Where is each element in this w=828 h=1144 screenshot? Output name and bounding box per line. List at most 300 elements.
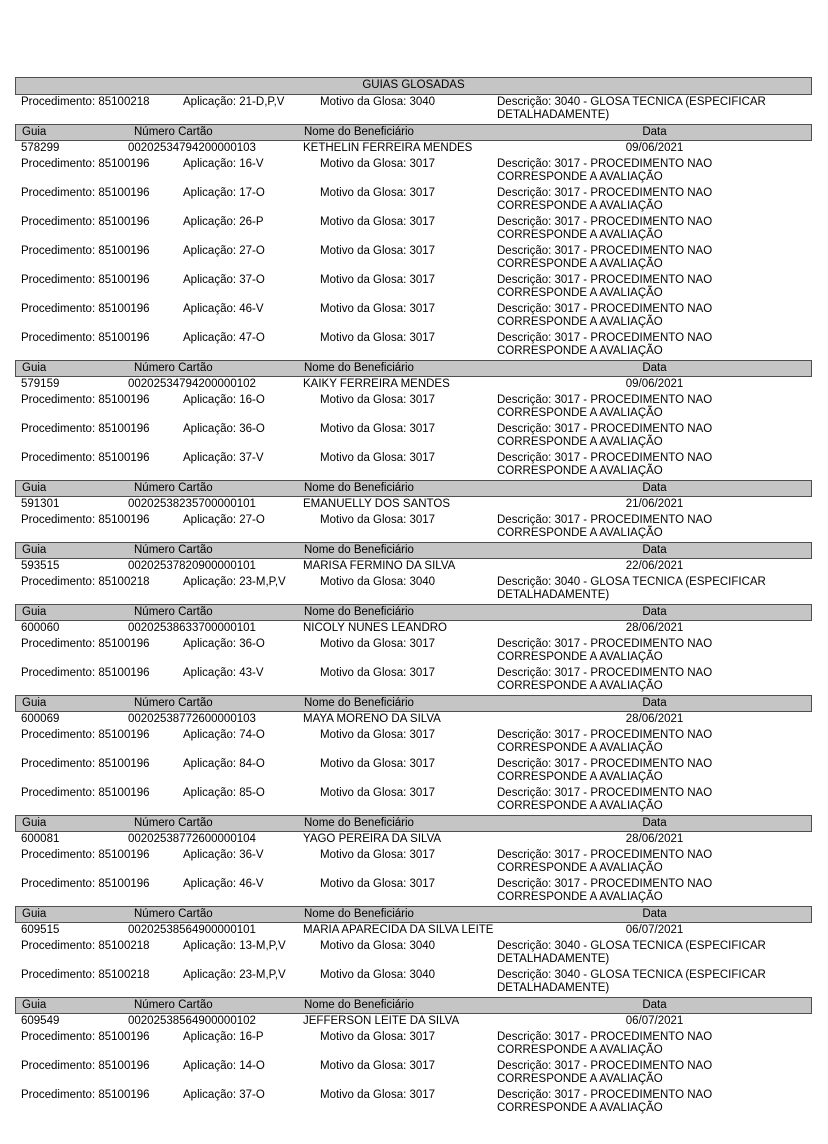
application-label: Aplicação: bbox=[183, 878, 237, 890]
application bbox=[183, 394, 320, 420]
application-label: Aplicação: bbox=[183, 638, 237, 650]
procedure-row bbox=[15, 939, 812, 968]
glosa-description-value: 3017 - PROCEDIMENTO NÃO CORRESPONDE A AVALIAÇÃO bbox=[497, 216, 713, 241]
glosa-reason-value: 3017 bbox=[409, 1031, 436, 1043]
application-value: 17-O bbox=[239, 187, 265, 199]
glosa-description bbox=[497, 849, 812, 875]
application-value: 13-M,P,V bbox=[239, 940, 286, 952]
column-header-date: Data bbox=[642, 817, 667, 829]
procedure-row bbox=[15, 186, 812, 215]
glosa-reason-value: 3017 bbox=[409, 787, 436, 799]
glosa-reason bbox=[320, 878, 497, 904]
glosa-description-label: Descrição: bbox=[497, 849, 552, 861]
column-header-name: Nome do Beneficiário bbox=[304, 482, 414, 494]
glosa-description bbox=[497, 332, 812, 358]
application bbox=[183, 1060, 320, 1086]
beneficiary-name: MAYA MORENO DA SILVA bbox=[303, 713, 441, 725]
guia-number: 600081 bbox=[21, 833, 60, 845]
guia-row bbox=[15, 621, 812, 637]
column-header-card: Número Cartão bbox=[134, 126, 213, 138]
application bbox=[183, 514, 320, 540]
glosa-reason-value: 3017 bbox=[409, 452, 436, 464]
procedure-row bbox=[15, 451, 812, 480]
glosa-reason-label: Motivo da Glosa: bbox=[320, 514, 407, 526]
glosa-reason-label: Motivo da Glosa: bbox=[320, 940, 407, 952]
application bbox=[183, 187, 320, 213]
glosa-reason-label: Motivo da Glosa: bbox=[320, 245, 407, 257]
application bbox=[183, 638, 320, 664]
glosa-description bbox=[497, 758, 812, 784]
glosa-reason-value: 3040 bbox=[409, 940, 436, 952]
procedure-label: Procedimento: bbox=[21, 187, 96, 199]
section-header-row bbox=[15, 542, 812, 559]
application-label: Aplicação: bbox=[183, 758, 237, 770]
application bbox=[183, 423, 320, 449]
glosa-reason-label: Motivo da Glosa: bbox=[320, 576, 407, 588]
glosa-description bbox=[497, 1060, 812, 1086]
beneficiary-name: YAGO PEREIRA DA SILVA bbox=[303, 833, 442, 845]
procedure-value: 85100196 bbox=[98, 1031, 150, 1043]
procedure bbox=[15, 303, 183, 329]
glosa-description bbox=[497, 452, 812, 478]
procedure-label: Procedimento: bbox=[21, 1031, 96, 1043]
glosa-description-label: Descrição: bbox=[497, 514, 552, 526]
section-header-row bbox=[15, 360, 812, 377]
application-value: 37-O bbox=[239, 274, 265, 286]
application-label: Aplicação: bbox=[183, 1060, 237, 1072]
glosa-reason-value: 3017 bbox=[409, 303, 436, 315]
application bbox=[183, 940, 320, 966]
procedure-label: Procedimento: bbox=[21, 274, 96, 286]
procedure bbox=[15, 332, 183, 358]
application-label: Aplicação: bbox=[183, 849, 237, 861]
glosa-reason bbox=[320, 158, 497, 184]
procedure-label: Procedimento: bbox=[21, 394, 96, 406]
guia-date: 21/06/2021 bbox=[625, 498, 684, 510]
glosa-description-label: Descrição: bbox=[497, 216, 552, 228]
glosa-description-value: 3017 - PROCEDIMENTO NÃO CORRESPONDE A AVALIAÇÃO bbox=[497, 187, 713, 212]
procedure-row bbox=[15, 1030, 812, 1059]
procedure-row bbox=[15, 273, 812, 302]
guia-row bbox=[15, 832, 812, 848]
procedure-label: Procedimento: bbox=[21, 1060, 96, 1072]
application-label: Aplicação: bbox=[183, 787, 237, 799]
procedure-label: Procedimento: bbox=[21, 758, 96, 770]
procedure bbox=[15, 158, 183, 184]
application-value: 47-O bbox=[239, 332, 265, 344]
glosa-reason-value: 3017 bbox=[409, 1089, 436, 1101]
glosa-reason-label: Motivo da Glosa: bbox=[320, 452, 407, 464]
glosa-reason-label: Motivo da Glosa: bbox=[320, 1060, 407, 1072]
application-value: 14-O bbox=[239, 1060, 265, 1072]
procedure-label: Procedimento: bbox=[21, 514, 96, 526]
guia-date: 06/07/2021 bbox=[625, 1015, 684, 1027]
application-value: 46-V bbox=[239, 878, 264, 890]
procedure-value: 85100196 bbox=[98, 758, 150, 770]
glosa-description-label: Descrição: bbox=[497, 452, 552, 464]
glosa-reason bbox=[320, 729, 497, 755]
procedure-value: 85100196 bbox=[98, 187, 150, 199]
procedure bbox=[15, 758, 183, 784]
glosa-description-label: Descrição: bbox=[497, 969, 552, 981]
column-header-date: Data bbox=[642, 544, 667, 556]
procedure-row bbox=[15, 968, 812, 997]
glosa-description-label: Descrição: bbox=[497, 667, 552, 679]
glosa-description-value: 3040 - GLOSA TECNICA (ESPECIFICAR DETALHADAMENTE) bbox=[497, 940, 766, 965]
application-label: Aplicação: bbox=[183, 940, 237, 952]
section-header-row bbox=[15, 604, 812, 621]
application-label: Aplicação: bbox=[183, 1031, 237, 1043]
glosa-description-value: 3017 - PROCEDIMENTO NÃO CORRESPONDE A AVALIAÇÃO bbox=[497, 245, 713, 270]
glosa-description bbox=[497, 158, 812, 184]
procedure-value: 85100218 bbox=[98, 969, 150, 981]
application-value: 37-V bbox=[239, 452, 264, 464]
beneficiary-name: JEFFERSON LEITE DA SILVA bbox=[303, 1015, 460, 1027]
glosa-description-label: Descrição: bbox=[497, 423, 552, 435]
application-value: 37-O bbox=[239, 1089, 265, 1101]
procedure bbox=[15, 1089, 183, 1115]
column-header-date: Data bbox=[642, 482, 667, 494]
glosa-reason-label: Motivo da Glosa: bbox=[320, 667, 407, 679]
glosa-description-label: Descrição: bbox=[497, 787, 552, 799]
section-header-row bbox=[15, 480, 812, 497]
procedure-value: 85100196 bbox=[98, 729, 150, 741]
glosa-reason bbox=[320, 1031, 497, 1057]
procedure bbox=[15, 576, 183, 602]
guia-date: 28/06/2021 bbox=[625, 833, 684, 845]
application-label: Aplicação: bbox=[183, 452, 237, 464]
procedure bbox=[15, 514, 183, 540]
application-value: 27-O bbox=[239, 514, 265, 526]
procedure bbox=[15, 787, 183, 813]
glosa-description-label: Descrição: bbox=[497, 96, 552, 108]
procedure-value: 85100218 bbox=[98, 96, 150, 108]
procedure-row bbox=[15, 728, 812, 757]
glosa-description-value: 3017 - PROCEDIMENTO NÃO CORRESPONDE A AVALIAÇÃO bbox=[497, 394, 713, 419]
glosa-description-label: Descrição: bbox=[497, 245, 552, 257]
application-label: Aplicação: bbox=[183, 576, 237, 588]
glosa-description bbox=[497, 187, 812, 213]
procedure bbox=[15, 274, 183, 300]
procedure-value: 85100196 bbox=[98, 245, 150, 257]
card-number: 00202538772600000103 bbox=[128, 713, 256, 725]
application bbox=[183, 96, 320, 122]
procedure-label: Procedimento: bbox=[21, 216, 96, 228]
procedure-row bbox=[15, 331, 812, 360]
procedure bbox=[15, 1060, 183, 1086]
guia-number: 579159 bbox=[21, 378, 60, 390]
application-value: 74-O bbox=[239, 729, 265, 741]
glosa-reason-value: 3017 bbox=[409, 878, 436, 890]
application bbox=[183, 1031, 320, 1057]
glosa-description-label: Descrição: bbox=[497, 1089, 552, 1101]
procedure-row bbox=[15, 848, 812, 877]
glosa-reason bbox=[320, 216, 497, 242]
guia-number: 609549 bbox=[21, 1015, 60, 1027]
guia-date: 09/06/2021 bbox=[625, 142, 684, 154]
column-header-guia: Guia bbox=[22, 606, 47, 618]
glosa-reason-label: Motivo da Glosa: bbox=[320, 274, 407, 286]
procedure-label: Procedimento: bbox=[21, 576, 96, 588]
glosa-description-value: 3017 - PROCEDIMENTO NÃO CORRESPONDE A AVALIAÇÃO bbox=[497, 638, 713, 663]
glosa-description bbox=[497, 96, 812, 122]
glosa-reason bbox=[320, 332, 497, 358]
column-header-guia: Guia bbox=[22, 482, 47, 494]
column-header-date: Data bbox=[642, 606, 667, 618]
application-value: 16-P bbox=[239, 1031, 264, 1043]
card-number: 00202538633700000101 bbox=[128, 622, 256, 634]
section-header-row bbox=[15, 815, 812, 832]
procedure-row bbox=[15, 757, 812, 786]
application-value: 27-O bbox=[239, 245, 265, 257]
glosa-reason bbox=[320, 423, 497, 449]
glosa-description bbox=[497, 1031, 812, 1057]
procedure-value: 85100196 bbox=[98, 787, 150, 799]
glosa-reason bbox=[320, 1089, 497, 1115]
procedure-value: 85100196 bbox=[98, 667, 150, 679]
procedure-row bbox=[15, 786, 812, 815]
glosa-description bbox=[497, 245, 812, 271]
application-value: 84-O bbox=[239, 758, 265, 770]
glosa-description-label: Descrição: bbox=[497, 1060, 552, 1072]
column-header-date: Data bbox=[642, 999, 667, 1011]
procedure-label: Procedimento: bbox=[21, 849, 96, 861]
application-value: 36-V bbox=[239, 849, 264, 861]
procedure-label: Procedimento: bbox=[21, 303, 96, 315]
procedure bbox=[15, 394, 183, 420]
application-label: Aplicação: bbox=[183, 274, 237, 286]
glosa-description bbox=[497, 303, 812, 329]
glosa-description bbox=[497, 969, 812, 995]
column-header-name: Nome do Beneficiário bbox=[304, 362, 414, 374]
glosa-description-label: Descrição: bbox=[497, 638, 552, 650]
guia-row bbox=[15, 141, 812, 157]
section-header-row bbox=[15, 124, 812, 141]
beneficiary-name: NICOLY NUNES LEANDRO bbox=[303, 622, 447, 634]
column-header-guia: Guia bbox=[22, 999, 47, 1011]
procedure-value: 85100218 bbox=[98, 940, 150, 952]
procedure-row bbox=[15, 575, 812, 604]
glosa-reason-label: Motivo da Glosa: bbox=[320, 638, 407, 650]
glosa-reason bbox=[320, 787, 497, 813]
procedure bbox=[15, 423, 183, 449]
guia-date: 28/06/2021 bbox=[625, 622, 684, 634]
procedure-label: Procedimento: bbox=[21, 452, 96, 464]
application-value: 16-V bbox=[239, 158, 264, 170]
glosa-description-value: 3017 - PROCEDIMENTO NÃO CORRESPONDE A AVALIAÇÃO bbox=[497, 849, 713, 874]
procedure-row bbox=[15, 877, 812, 906]
application-value: 36-O bbox=[239, 423, 265, 435]
column-header-card: Número Cartão bbox=[134, 817, 213, 829]
procedure-value: 85100196 bbox=[98, 849, 150, 861]
application-value: 26-P bbox=[239, 216, 264, 228]
glosa-reason-label: Motivo da Glosa: bbox=[320, 849, 407, 861]
procedure bbox=[15, 729, 183, 755]
card-number: 00202538235700000101 bbox=[128, 498, 256, 510]
procedure-row bbox=[15, 666, 812, 695]
column-header-card: Número Cartão bbox=[134, 606, 213, 618]
procedure-row bbox=[15, 1088, 812, 1117]
column-header-card: Número Cartão bbox=[134, 697, 213, 709]
procedure-value: 85100196 bbox=[98, 452, 150, 464]
procedure-value: 85100196 bbox=[98, 216, 150, 228]
card-number: 00202537820900000101 bbox=[128, 560, 256, 572]
glosa-reason-label: Motivo da Glosa: bbox=[320, 96, 407, 108]
application-value: 85-O bbox=[239, 787, 265, 799]
column-header-date: Data bbox=[642, 908, 667, 920]
application-label: Aplicação: bbox=[183, 187, 237, 199]
guia-number: 600069 bbox=[21, 713, 60, 725]
application-label: Aplicação: bbox=[183, 423, 237, 435]
application-label: Aplicação: bbox=[183, 667, 237, 679]
glosa-description-value: 3040 - GLOSA TECNICA (ESPECIFICAR DETALHADAMENTE) bbox=[497, 576, 766, 601]
procedure-row bbox=[15, 637, 812, 666]
card-number: 00202534794200000103 bbox=[128, 142, 256, 154]
guia-number: 609515 bbox=[21, 924, 60, 936]
glosa-description-label: Descrição: bbox=[497, 758, 552, 770]
procedure bbox=[15, 969, 183, 995]
procedure-label: Procedimento: bbox=[21, 638, 96, 650]
glosa-description-value: 3017 - PROCEDIMENTO NÃO CORRESPONDE A AVALIAÇÃO bbox=[497, 787, 713, 812]
glosa-reason bbox=[320, 452, 497, 478]
glosa-reason-label: Motivo da Glosa: bbox=[320, 878, 407, 890]
glosa-description-label: Descrição: bbox=[497, 332, 552, 344]
application-value: 43-V bbox=[239, 667, 264, 679]
glosa-description-value: 3017 - PROCEDIMENTO NÃO CORRESPONDE A AVALIAÇÃO bbox=[497, 332, 713, 357]
glosa-description-value: 3017 - PROCEDIMENTO NÃO CORRESPONDE A AVALIAÇÃO bbox=[497, 452, 713, 477]
procedure-value: 85100196 bbox=[98, 1089, 150, 1101]
column-header-card: Número Cartão bbox=[134, 908, 213, 920]
column-header-date: Data bbox=[642, 362, 667, 374]
glosa-description bbox=[497, 638, 812, 664]
glosa-description-value: 3017 - PROCEDIMENTO NÃO CORRESPONDE A AVALIAÇÃO bbox=[497, 274, 713, 299]
glosa-description bbox=[497, 787, 812, 813]
procedure-label: Procedimento: bbox=[21, 787, 96, 799]
guia-number: 593515 bbox=[21, 560, 60, 572]
glosa-description-value: 3040 - GLOSA TECNICA (ESPECIFICAR DETALHADAMENTE) bbox=[497, 96, 766, 121]
glosa-reason-label: Motivo da Glosa: bbox=[320, 303, 407, 315]
procedure-row bbox=[15, 422, 812, 451]
procedure-label: Procedimento: bbox=[21, 245, 96, 257]
glosa-reason-label: Motivo da Glosa: bbox=[320, 423, 407, 435]
application-value: 23-M,P,V bbox=[239, 576, 286, 588]
glosa-reason-label: Motivo da Glosa: bbox=[320, 216, 407, 228]
column-header-guia: Guia bbox=[22, 908, 47, 920]
procedure-row bbox=[15, 157, 812, 186]
glosa-description bbox=[497, 394, 812, 420]
glosa-reason bbox=[320, 303, 497, 329]
guia-row bbox=[15, 497, 812, 513]
guia-row bbox=[15, 712, 812, 728]
application-label: Aplicação: bbox=[183, 216, 237, 228]
application-value: 16-O bbox=[239, 394, 265, 406]
glosa-reason-value: 3017 bbox=[409, 187, 436, 199]
report-title: GUIAS GLOSADAS bbox=[15, 77, 812, 95]
section-header-row bbox=[15, 997, 812, 1014]
application-label: Aplicação: bbox=[183, 158, 237, 170]
report-page bbox=[15, 77, 812, 1117]
glosa-reason-value: 3017 bbox=[409, 758, 436, 770]
application bbox=[183, 245, 320, 271]
glosa-description-label: Descrição: bbox=[497, 878, 552, 890]
glosa-reason-value: 3017 bbox=[409, 394, 436, 406]
application-value: 21-D,P,V bbox=[239, 96, 285, 108]
glosa-reason-label: Motivo da Glosa: bbox=[320, 187, 407, 199]
procedure bbox=[15, 878, 183, 904]
glosa-description-value: 3017 - PROCEDIMENTO NÃO CORRESPONDE A AVALIAÇÃO bbox=[497, 423, 713, 448]
procedure-row bbox=[15, 1059, 812, 1088]
glosa-description-label: Descrição: bbox=[497, 729, 552, 741]
procedure bbox=[15, 452, 183, 478]
application bbox=[183, 849, 320, 875]
application bbox=[183, 452, 320, 478]
procedure bbox=[15, 96, 183, 122]
glosa-reason bbox=[320, 187, 497, 213]
card-number: 00202538564900000101 bbox=[128, 924, 256, 936]
application bbox=[183, 274, 320, 300]
glosa-description bbox=[497, 940, 812, 966]
column-header-guia: Guia bbox=[22, 362, 47, 374]
glosa-description-label: Descrição: bbox=[497, 187, 552, 199]
column-header-date: Data bbox=[642, 126, 667, 138]
application-label: Aplicação: bbox=[183, 969, 237, 981]
column-header-name: Nome do Beneficiário bbox=[304, 999, 414, 1011]
guia-number: 591301 bbox=[21, 498, 60, 510]
glosa-reason-value: 3017 bbox=[409, 158, 436, 170]
glosa-reason-label: Motivo da Glosa: bbox=[320, 729, 407, 741]
glosa-description-label: Descrição: bbox=[497, 158, 552, 170]
glosa-reason-value: 3017 bbox=[409, 216, 436, 228]
procedure-label: Procedimento: bbox=[21, 96, 96, 108]
glosa-description-value: 3017 - PROCEDIMENTO NÃO CORRESPONDE A AVALIAÇÃO bbox=[497, 729, 713, 754]
column-header-name: Nome do Beneficiário bbox=[304, 697, 414, 709]
procedure-label: Procedimento: bbox=[21, 423, 96, 435]
glosa-description-value: 3017 - PROCEDIMENTO NÃO CORRESPONDE A AVALIAÇÃO bbox=[497, 758, 713, 783]
column-header-card: Número Cartão bbox=[134, 999, 213, 1011]
procedure-label: Procedimento: bbox=[21, 969, 96, 981]
procedure bbox=[15, 667, 183, 693]
glosa-reason-value: 3017 bbox=[409, 1060, 436, 1072]
procedure-row bbox=[15, 513, 812, 542]
glosa-description-value: 3017 - PROCEDIMENTO NÃO CORRESPONDE A AVALIAÇÃO bbox=[497, 1031, 713, 1056]
procedure-value: 85100196 bbox=[98, 274, 150, 286]
guia-number: 578299 bbox=[21, 142, 60, 154]
application-label: Aplicação: bbox=[183, 394, 237, 406]
glosa-description-value: 3017 - PROCEDIMENTO NÃO CORRESPONDE A AVALIAÇÃO bbox=[497, 1060, 713, 1085]
column-header-name: Nome do Beneficiário bbox=[304, 908, 414, 920]
glosa-description bbox=[497, 878, 812, 904]
application bbox=[183, 303, 320, 329]
glosa-reason-label: Motivo da Glosa: bbox=[320, 158, 407, 170]
glosa-description-value: 3017 - PROCEDIMENTO NÃO CORRESPONDE A AVALIAÇÃO bbox=[497, 303, 713, 328]
procedure-value: 85100218 bbox=[98, 576, 150, 588]
glosa-reason-value: 3017 bbox=[409, 729, 436, 741]
column-header-name: Nome do Beneficiário bbox=[304, 544, 414, 556]
application bbox=[183, 576, 320, 602]
guia-row bbox=[15, 559, 812, 575]
procedure bbox=[15, 940, 183, 966]
column-header-name: Nome do Beneficiário bbox=[304, 606, 414, 618]
glosa-reason-label: Motivo da Glosa: bbox=[320, 969, 407, 981]
glosa-reason-value: 3017 bbox=[409, 332, 436, 344]
glosa-reason-label: Motivo da Glosa: bbox=[320, 332, 407, 344]
beneficiary-name: EMANUELLY DOS SANTOS bbox=[303, 498, 450, 510]
glosa-description bbox=[497, 667, 812, 693]
procedure bbox=[15, 216, 183, 242]
glosa-description-label: Descrição: bbox=[497, 394, 552, 406]
guia-date: 09/06/2021 bbox=[625, 378, 684, 390]
card-number: 00202538564900000102 bbox=[128, 1015, 256, 1027]
